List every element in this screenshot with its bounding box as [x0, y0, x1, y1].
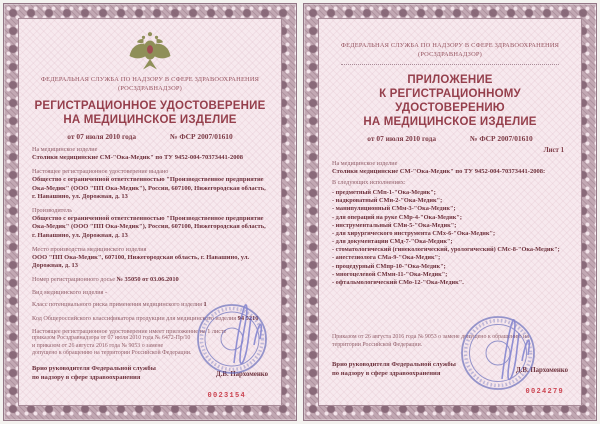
production-place-value: ООО "ПП Ока-Медик", 607100, Нижегородская область, г. Навашино, ул. Дорожная, д. 13	[32, 253, 250, 270]
dossier-label: Номер регистрационного досье	[32, 275, 115, 283]
appendix-title	[332, 73, 568, 129]
certificate-number: № ФСР 2007/01610	[170, 132, 233, 142]
dossier-line	[32, 276, 268, 284]
signer-title-line2: по надзору в сфере здравоохранения	[332, 370, 441, 378]
orders-footnote	[332, 334, 556, 349]
agency-name	[32, 76, 268, 93]
order-line1: приказом Росздравнадзора от 07 июля 2010 года № 6472-Пр/10	[32, 335, 191, 342]
signer-title-line1: Врио руководителя Федеральной службы	[332, 361, 456, 369]
section-issued-to	[32, 168, 268, 202]
okp-code-value: 94 5210	[237, 314, 259, 322]
serial-number: 0024279	[525, 388, 564, 396]
certificate-appendix	[303, 3, 597, 421]
device-kind-line: Вид медицинского изделия -	[32, 289, 108, 297]
agency-line2: (РОСЗДРАВНАДЗОР)	[118, 84, 182, 92]
okp-code-line	[32, 315, 268, 323]
device-label: На медицинское изделие	[32, 146, 98, 154]
signer-name: Д.В. Пархоменко	[216, 371, 268, 379]
version-item: - стоматологический (гинекологический, урологический) СМс-8-"Ока-Медик";	[332, 246, 560, 254]
certificate-number: № ФСР 2007/01610	[470, 134, 533, 144]
signer-titles	[32, 365, 156, 383]
version-item: - манипуляционный СМм-3-"Ока-Медик";	[332, 205, 456, 213]
risk-class-label: Класс потенциального риска применения медицинского изделия	[32, 301, 202, 309]
version-item: - для операций на руке СМр-4-"Ока-Медик";	[332, 213, 462, 221]
version-item: - предметный СМп-1-"Ока-Медик";	[332, 189, 436, 197]
title-line3: НА МЕДИЦИНСКОЕ ИЗДЕЛИЕ	[363, 116, 537, 129]
serial-number: 0023154	[207, 391, 246, 400]
date-number-row	[32, 132, 268, 141]
title-line1: ПРИЛОЖЕНИЕ	[407, 74, 493, 87]
okp-code-label: Код Общероссийского классификатора продукции для медицинского изделия	[32, 314, 237, 322]
certificate-title	[32, 99, 268, 127]
version-item: - анестезиолога СМа-9-"Ока-Медик";	[332, 254, 441, 262]
production-place-label: Место производства медицинского изделия	[32, 245, 147, 253]
date-number-row	[332, 134, 568, 143]
versions-list	[332, 189, 568, 287]
manufacturer-label: Производитель	[32, 206, 73, 214]
flex-spacer	[332, 287, 568, 334]
issue-date: от 07 июля 2010 года	[367, 134, 437, 144]
order-line2: и приказом от 26 августа 2016 года № 9053 о замене	[32, 342, 164, 349]
appendix-body	[319, 19, 581, 405]
signer-name: Д.В. Пархоменко	[516, 367, 568, 375]
manufacturer-value: Общество с ограниченной ответственностью "Производственное предприятие Ока-Медик" (ООО "ПП Ока-Медик"), Россия, 607100, Нижегородская область, г. Навашино, ул. Дорожная, д. 13	[32, 214, 266, 239]
versions-intro: В следующих исполнениях:	[332, 178, 406, 186]
section-manufacturer	[32, 207, 268, 241]
device-value: Столики медицинские СМ-"Ока-Медик" по ТУ 9452-004-70373441-2008:	[332, 168, 546, 176]
attachment-line: Настоящее регистрационное удостоверение имеет приложение на 1 листе	[32, 328, 227, 336]
device-value: Столики медицинские СМ-"Ока-Медик" по ТУ 9452-004-70373441-2008	[32, 154, 243, 162]
order-line2: территории Российской Федерации.	[332, 341, 423, 348]
title-line1: РЕГИСТРАЦИОННОЕ УДОСТОВЕРЕНИЕ	[34, 100, 266, 113]
section-device	[332, 160, 568, 177]
agency-name	[332, 42, 568, 59]
version-item: - офтальмологический СМо-12-"Ока-Медик".	[332, 278, 464, 286]
signature-block	[32, 365, 268, 383]
header-divider	[341, 64, 558, 65]
signature-block	[332, 361, 568, 379]
issued-to-value: Общество с ограниченной ответственностью "Производственное предприятие Ока-Медик" (ООО "ПП Ока-Медик"), Россия, 607100, Нижегородская область, г. Навашино, ул. Дорожная, д. 13	[32, 176, 266, 201]
version-item: - процедурный СМпр-10-"Ока-Медик";	[332, 262, 446, 270]
issue-date: от 07 июля 2010 года	[67, 132, 137, 142]
certificate-body	[19, 19, 281, 405]
version-item: - инструментальный СМи-5-"Ока-Медик";	[332, 221, 457, 229]
issued-to-label: Настоящее регистрационное удостоверение выдано	[32, 167, 169, 175]
agency-line2: (РОСЗДРАВНАДЗОР)	[418, 50, 482, 58]
version-item: - для документации СМд-7-"Ока-Медик";	[332, 238, 453, 246]
section-production-place	[32, 246, 268, 271]
signer-title-line1: Врио руководителя Федеральной службы	[32, 365, 156, 373]
agency-line1: ФЕДЕРАЛЬНАЯ СЛУЖБА ПО НАДЗОРУ В СФЕРЕ ЗДРАВООХРАНЕНИЯ	[340, 42, 560, 49]
signer-title-line2: по надзору в сфере здравоохранения	[32, 374, 141, 382]
version-item: - многоцелевой СМмн-11-"Ока-Медик";	[332, 270, 448, 278]
order-line1: Приказом от 26 августа 2016 года № 9053 о замене допущено к обращению на	[332, 333, 529, 340]
sheet-number: Лист 1	[543, 147, 564, 155]
agency-line1: ФЕДЕРАЛЬНАЯ СЛУЖБА ПО НАДЗОРУ В СФЕРЕ ЗДРАВООХРАНЕНИЯ	[40, 76, 260, 83]
dossier-value: № 35050 от 03.06.2010	[116, 275, 179, 283]
version-item: - надкроватный СМн-2-"Ока-Медик";	[332, 197, 443, 205]
orders-footnote	[32, 335, 216, 358]
registration-certificate	[3, 3, 297, 421]
signer-titles	[332, 361, 456, 379]
title-line2: К РЕГИСТРАЦИОННОМУ УДОСТОВЕРЕНИЮ	[379, 88, 521, 115]
risk-class-line	[32, 301, 268, 309]
risk-class-value: 1	[203, 301, 207, 309]
device-label: На медицинское изделие	[332, 160, 398, 168]
russian-coat-of-arms-icon	[32, 31, 268, 76]
version-item: - для хирургического инструмента СМх-6-"Ока-Медик";	[332, 229, 496, 237]
title-line2: НА МЕДИЦИНСКОЕ ИЗДЕЛИЕ	[63, 114, 237, 127]
section-device	[32, 146, 268, 163]
order-line3: допущено к обращению на территории Российской Федерации.	[32, 350, 192, 357]
